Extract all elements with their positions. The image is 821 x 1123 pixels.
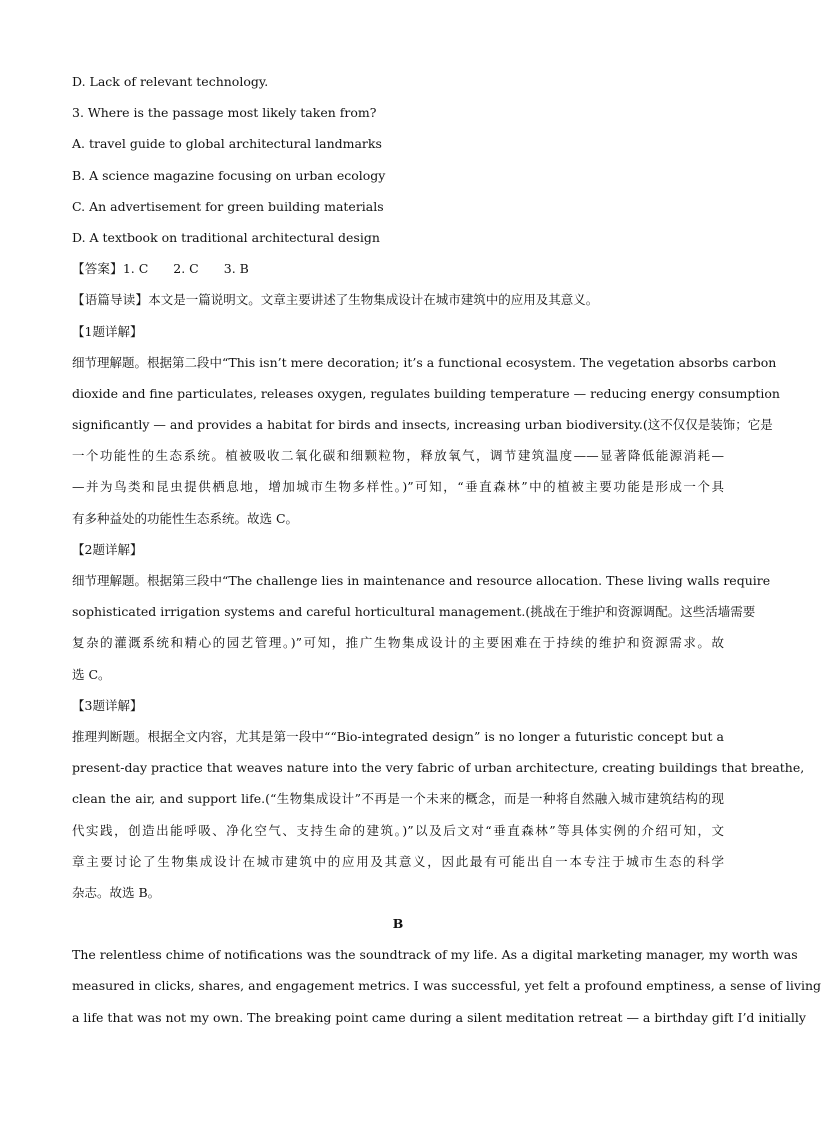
q2-option-d: D. Lack of relevant technology. bbox=[72, 74, 269, 89]
q2-line: 复杂的灌溉系统和精心的园艺管理。)”可知，推广生物集成设计的主要困难在于持续的维护和资源需求。故 bbox=[72, 635, 724, 651]
guide-line bbox=[72, 284, 724, 315]
guide-label: 【语篇导读】 bbox=[72, 292, 149, 308]
q3-option-b: B. A science magazine focusing on urban ecology bbox=[72, 167, 386, 183]
q3-line: 代实践，创造出能呼吸、净化空气、支持生命的建筑。)”以及后文对“垂直森林”等具体实例的介绍可知，文 bbox=[72, 822, 724, 838]
q2-line: 细节理解题。根据第三段中“The challenge lies in maintenance and resource allocation. These living walls require bbox=[72, 573, 771, 588]
q3-line: 章主要讨论了生物集成设计在城市建筑中的应用及其意义，因此最有可能出自一本专注于城市生态的科学 bbox=[72, 853, 724, 869]
q1-heading: 【1题详解】 bbox=[72, 323, 143, 339]
q1-line: dioxide and fine particulates, releases oxygen, regulates building temperature — reducing energy consumption bbox=[72, 385, 780, 401]
q3-option-d: D. A textbook on traditional architectural design bbox=[72, 229, 380, 245]
q2-heading: 【2题详解】 bbox=[72, 541, 143, 557]
q3-line: clean the air, and support life.(“生物集成设计”不再是一个未来的概念，而是一种将自然融入城市建筑结构的现 bbox=[72, 791, 724, 807]
q3-option-c: C. An advertisement for green building materials bbox=[72, 198, 384, 214]
passage-b-line: a life that was not my own. The breaking point came during a silent meditation retreat — a birthday gift I’d initially bbox=[72, 1009, 806, 1025]
q3-line: 杂志。故选 B。 bbox=[72, 884, 161, 900]
answers-line bbox=[72, 253, 724, 284]
answers-text: 1. C 2. C 3. B bbox=[122, 261, 249, 277]
q2-line: 选 C。 bbox=[72, 666, 111, 682]
passage-b-line: measured in clicks, shares, and engagement metrics. I was successful, yet felt a profound emptiness, a sense of living bbox=[72, 978, 821, 994]
q2-line: sophisticated irrigation systems and careful horticultural management.(挑战在于维护和资源调配。这些活墙需要 bbox=[72, 604, 756, 620]
q1-line: —并为鸟类和昆虫提供栖息地，增加城市生物多样性。)”可知，“垂直森林”中的植被主要功能是形成一个具 bbox=[72, 479, 724, 495]
answers-label: 【答案】 bbox=[72, 261, 123, 277]
q3-line: 推理判断题。根据全文内容，尤其是第一段中““Bio-integrated design” is no longer a futuristic concept but a bbox=[72, 728, 724, 744]
q1-line: 细节理解题。根据第二段中“This isn’t mere decoration; it’s a functional ecosystem. The vegetation absorbs carbon bbox=[72, 354, 777, 370]
q3-line: present-day practice that weaves nature into the very fabric of urban architecture, creating buildings that breathe, bbox=[72, 760, 805, 776]
section-b-title: B bbox=[392, 916, 404, 932]
q3-heading: 【3题详解】 bbox=[72, 697, 143, 713]
q3-option-a: A. travel guide to global architectural landmarks bbox=[72, 136, 382, 152]
document-page bbox=[72, 66, 821, 1033]
q3-stem: 3. Where is the passage most likely taken from? bbox=[72, 105, 377, 121]
passage-b-line: The relentless chime of notifications was the soundtrack of my life. As a digital marketing manager, my worth was bbox=[72, 947, 798, 963]
q1-line: 有多种益处的功能性生态系统。故选 C。 bbox=[72, 510, 299, 526]
q1-line: significantly — and provides a habitat for birds and insects, increasing urban biodiversity.(这不仅仅是装饰；它是 bbox=[72, 417, 773, 433]
q1-line: 一个功能性的生态系统。植被吸收二氧化碳和细颗粒物，释放氧气，调节建筑温度——显著降低能源消耗— bbox=[72, 448, 724, 464]
guide-text: 本文是一篇说明文。文章主要讲述了生物集成设计在城市建筑中的应用及其意义。 bbox=[148, 292, 599, 308]
